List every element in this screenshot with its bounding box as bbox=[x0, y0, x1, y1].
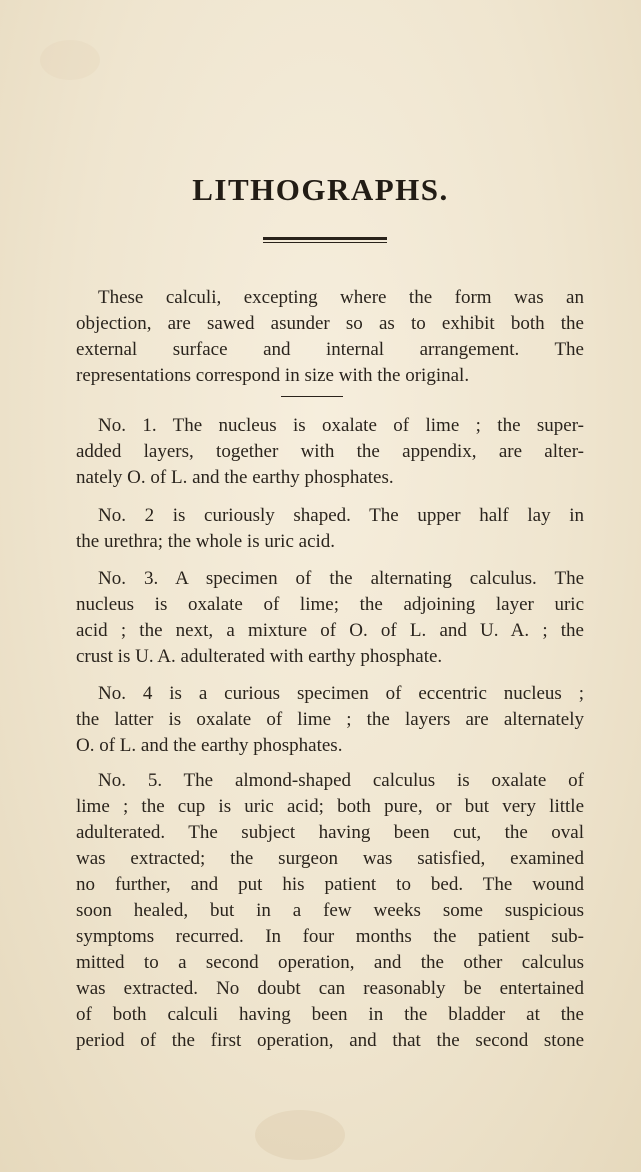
text-line: nucleus is oxalate of lime; the adjoining layer uric bbox=[76, 594, 584, 615]
text-line: O. of L. and the earthy phosphates. bbox=[76, 735, 343, 756]
text-line: the latter is oxalate of lime ; the layers are alternately bbox=[76, 709, 584, 730]
page-title: LITHOGRAPHS. bbox=[192, 172, 449, 207]
entry-no-4 bbox=[76, 681, 584, 759]
text-line: symptoms recurred. In four months the patient sub- bbox=[76, 926, 584, 947]
text-line: objection, are sawed asunder so as to exhibit both the bbox=[76, 313, 584, 334]
text-line: adulterated. The subject having been cut, the oval bbox=[76, 822, 584, 843]
text-line: acid ; the next, a mixture of O. of L. and U. A. ; the bbox=[76, 620, 584, 641]
entry-no-5 bbox=[76, 768, 584, 1054]
text-line: nately O. of L. and the earthy phosphates. bbox=[76, 467, 394, 488]
text-line: external surface and internal arrangement. The bbox=[76, 339, 584, 360]
text-line: No. 1. The nucleus is oxalate of lime ; the super- bbox=[98, 415, 584, 436]
text-line: representations correspond in size with the original. bbox=[76, 365, 470, 386]
text-line: mitted to a second operation, and the other calculus bbox=[76, 952, 584, 973]
paper-stain bbox=[40, 40, 100, 80]
text-line: No. 4 is a curious specimen of eccentric nucleus ; bbox=[98, 683, 584, 704]
text-line: soon healed, but in a few weeks some suspicious bbox=[76, 900, 584, 921]
entry-no-3 bbox=[76, 566, 584, 670]
text-line: No. 5. The almond-shaped calculus is oxalate of bbox=[98, 770, 584, 791]
text-line: was extracted. No doubt can reasonably be entertained bbox=[76, 978, 584, 999]
entry-no-2 bbox=[76, 503, 584, 555]
text-line: added layers, together with the appendix, are alter- bbox=[76, 441, 584, 462]
text-line: no further, and put his patient to bed. The wound bbox=[76, 874, 584, 895]
title-divider bbox=[263, 237, 387, 243]
intro-paragraph bbox=[76, 285, 584, 389]
text-line: crust is U. A. adulterated with earthy phosphate. bbox=[76, 646, 443, 667]
text-line: lime ; the cup is uric acid; both pure, or but very little bbox=[76, 796, 584, 817]
paper-stain bbox=[255, 1110, 345, 1160]
entry-no-1 bbox=[76, 413, 584, 491]
text-line: of both calculi having been in the bladder at the bbox=[76, 1004, 584, 1025]
text-line: the urethra; the whole is uric acid. bbox=[76, 531, 336, 552]
text-line: period of the first operation, and that the second stone bbox=[76, 1030, 584, 1051]
text-line: No. 2 is curiously shaped. The upper half lay in bbox=[98, 505, 584, 526]
text-line: was extracted; the surgeon was satisfied, examined bbox=[76, 848, 584, 869]
text-line: These calculi, excepting where the form was an bbox=[98, 287, 584, 308]
text-line: No. 3. A specimen of the alternating calculus. The bbox=[98, 568, 584, 589]
section-divider bbox=[281, 396, 343, 397]
